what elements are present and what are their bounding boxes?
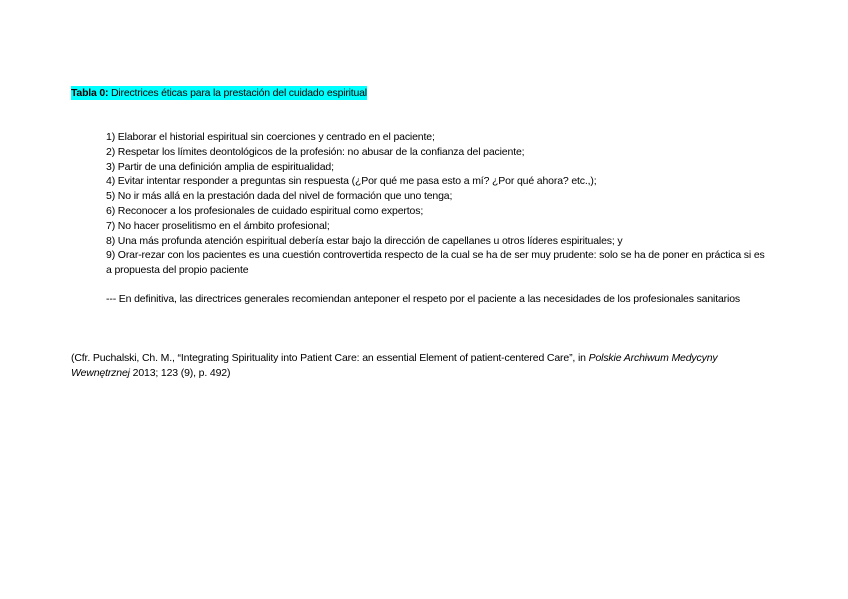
citation-journal: Polskie Archiwum Medycyny Wewnętrznej xyxy=(71,352,718,379)
table-label: Tabla 0: xyxy=(71,87,109,99)
list-item: 6) Reconocer a los profesionales de cuidado espiritual como expertos; xyxy=(106,204,424,217)
list-item: 8) Una más profunda atención espiritual debería estar bajo la dirección de capellanes u otros líderes espirituales; y xyxy=(106,234,623,247)
list-item: 9) Orar-rezar con los pacientes es una cuestión controvertida respecto de la cual se ha de ser muy prudente: solo se ha de poner en práctica si es a propuesta del propio paciente xyxy=(106,249,765,277)
list-item: 7) No hacer proselitismo en el ámbito profesional; xyxy=(106,219,330,232)
list-item: 5) No ir más allá en la prestación dada del nivel de formación que uno tenga; xyxy=(106,190,453,203)
list-item: 3) Partir de una definición amplia de espiritualidad; xyxy=(106,160,334,173)
citation-suffix: 2013; 123 (9), p. 492) xyxy=(129,367,231,379)
list-item: 4) Evitar intentar responder a preguntas sin respuesta (¿Por qué me pasa esto a mí? ¿Por qué ahora? etc.,); xyxy=(106,175,597,188)
citation-prefix: (Cfr. Puchalski, Ch. M., “Integrating Spirituality into Patient Care: an essential Element of patient-centered Care”, in xyxy=(71,352,589,364)
list-item: 1) Elaborar el historial espiritual sin coerciones y centrado en el paciente; xyxy=(106,131,435,143)
table-title xyxy=(71,86,367,100)
list-item: 2) Respetar los límites deontológicos de la profesión: no abusar de la confianza del paciente; xyxy=(106,145,525,158)
table-title-text: Directrices éticas para la prestación del cuidado espiritual xyxy=(108,87,367,99)
citation xyxy=(71,351,771,381)
guidelines-list xyxy=(106,130,766,278)
conclusion-text: --- En definitiva, las directrices generales recomiendan anteponer el respeto por el paciente a las necesidades de los profesionales sanitarios xyxy=(106,293,741,305)
